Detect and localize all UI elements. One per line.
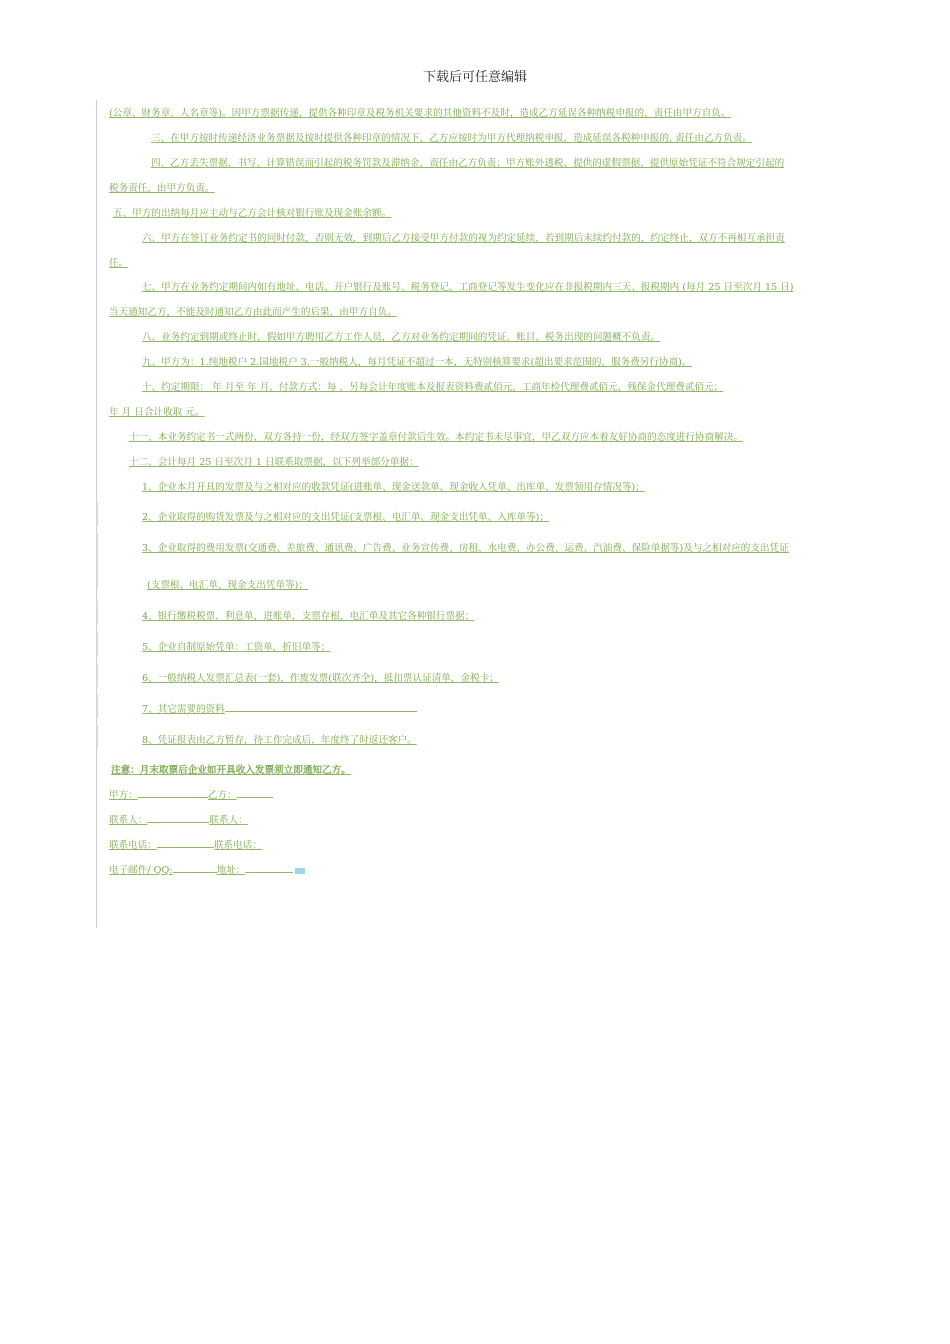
item-marker (96, 632, 98, 656)
clause-6-line1: 六、甲方在签订业务约定书的同时付款，否则无效，到期后乙方接受甲方付款的视为约定延续，若到期后未续约付款的，约定终止，双方不再相互承担责 (142, 233, 785, 244)
clause-4-line1: 四、乙方丢失票据，书写、计算错误而引起的税务罚款及滞纳金，责任由乙方负责；甲方账外透税、提供的虚假票据、提供原始凭证不符合规定引起的 (151, 158, 785, 169)
fill-blank (245, 872, 293, 873)
clause-2-cont: (公章、财务章、人名章等)。因甲方票据传递，提供各种印章及税务机关要求的其他资料不及时，造成乙方延误各种纳税申报的，责任由甲方自负。 (109, 108, 731, 119)
doc-item-1: 1、企业本月开具的发票及与之相对应的收款凭证(进账单、现金送款单、现金收入凭单、出库单、发票领用存情况等)； (142, 482, 645, 493)
clause-6-line2: 任。 (109, 258, 129, 269)
clause-8: 八、业务约定到期或终止时，假如甲方聘用乙方工作人员，乙方对业务约定期间的凭证、账目、税务出现的问题概不负责。 (142, 332, 661, 343)
doc-item-3-line2: (支票根、电汇单、现金支出凭单等)； (147, 580, 308, 591)
doc-item-4: 4、银行缴税税票，利息单，进账单，支票存根，电汇单及其它各种银行票据； (142, 611, 475, 622)
clause-4-line2: 税务责任，由甲方负责。 (109, 183, 215, 194)
clause-3: 三、在甲方按时传递经济业务票据及按时提供各种印章的情况下，乙方应按时为甲方代理纳税申报，造成延误各税种申报的, 责任由乙方负责。 (151, 133, 752, 144)
clause-10-line1: 十、约定期限： 年 月至 年 月，付款方式：每 ，另每会计年度账本及报表资料费贰佰元，工商年检代理费贰佰元，残保金代理费贰佰元； (142, 382, 724, 393)
item-marker (96, 663, 98, 687)
contact-person: 联系人： 联系人： (109, 815, 248, 826)
clause-7-line1: 七、甲方在业务约定期间内如有地址、电话、开户银行及账号、税务登记、工商登记等发生变化应在非报税期内三天、报税期内 (每月 25 日至次月 15 日) (142, 282, 794, 293)
contact-email-address: 电子邮件/ QQ: 地址： (109, 862, 844, 876)
cursor-highlight (295, 868, 305, 874)
clause-5: 五、甲方的出纳每月应主动与乙方会计核对银行账及现金账余额。 (113, 208, 392, 219)
fill-blank (173, 872, 217, 873)
contact-phone: 联系电话： 联系电话： (109, 840, 262, 851)
item-marker (96, 694, 98, 718)
notice: 注意：月末取票后企业如开具收入发票须立即通知乙方。 (111, 765, 351, 776)
item-marker (96, 601, 98, 625)
document-body (96, 100, 856, 928)
fill-blank (138, 797, 208, 798)
doc-item-3-line1: 3、企业取得的费用发票(交通费、差旅费、通讯费、广告费、业务宣传费、房租、水电费、办公费、运费、汽油费、保险单据等)及与之相对应的支出凭证 (142, 543, 789, 554)
doc-item-5: 5、企业自制原始凭单：工资单，折旧单等； (142, 642, 331, 653)
clause-7-line2: 当天通知乙方，不能及时通知乙方由此而产生的后果，由甲方自负。 (109, 307, 397, 318)
doc-item-6: 6、一般纳税人发票汇总表(一套)，作废发票(联次齐全)，抵扣票认证清单，金税卡； (142, 673, 499, 684)
page-header: 下载后可任意编辑 (422, 70, 527, 85)
item-marker (96, 725, 98, 749)
signature-parties: 甲方： 乙方： (109, 787, 844, 801)
doc-item-7: 7、其它需要的资料 (142, 701, 877, 715)
clause-12: 十二、会计每月 25 日至次月 1 日联系取票据，以下列举部分单据： (129, 457, 419, 468)
fill-blank (157, 847, 214, 848)
clause-11: 十一、本业务约定书一式两份，双方各持一份，经双方签字盖章付款后生效。本约定书未尽事宜，甲乙双方应本着友好协商的态度进行协商解决。 (129, 432, 743, 443)
fill-blank (237, 797, 273, 798)
clause-9: 九、甲方为：1.纯地税户 2.国地税户 3.一般纳税人，每月凭证不超过一本，无特别核算要求(超出要求范围的，服务费另行协商)。 (142, 357, 692, 368)
item-marker (96, 502, 98, 526)
fill-blank (147, 822, 209, 823)
item-marker (96, 533, 98, 589)
clause-10-line2: 年 月 日合计收取 元。 (109, 407, 205, 418)
doc-item-8: 8、凭证报表由乙方暂存，待工作完成后，年度终了时返还客户。 (142, 735, 417, 746)
doc-item-2: 2、企业取得的购货发票及与之相对应的支出凭证(支票根、电汇单、现金支出凭单、入库单等)； (142, 512, 549, 523)
fill-blank (225, 711, 417, 712)
